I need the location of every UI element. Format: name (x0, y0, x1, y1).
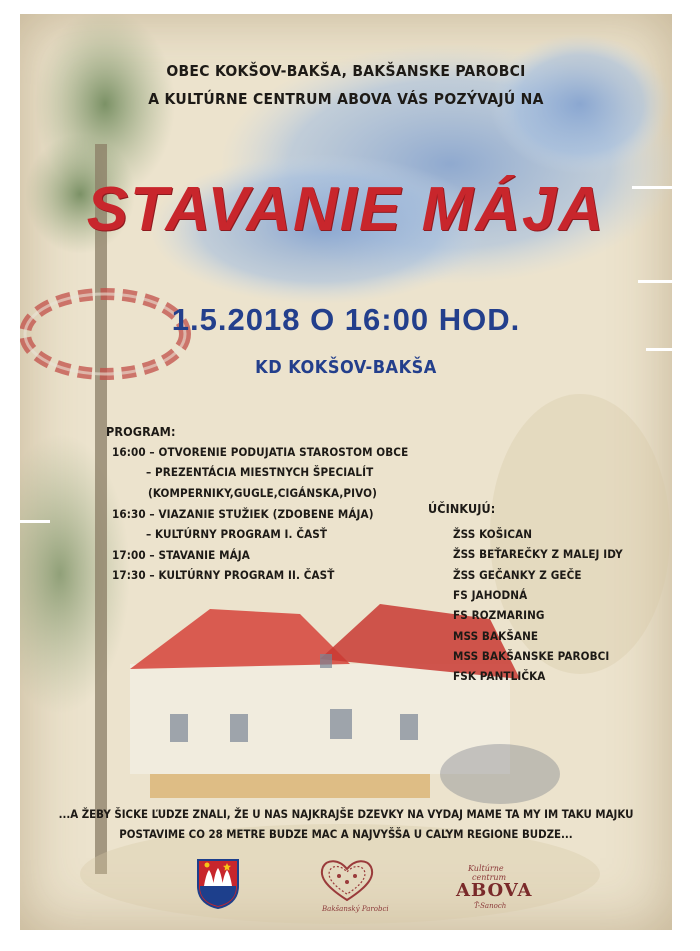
performer-item: ŽSS KOŠICAN (453, 527, 533, 541)
event-datetime: 1.5.2018 O 16:00 HOD. (171, 302, 521, 337)
heart-logo-icon (315, 856, 379, 904)
footer-line-2: POSTAVIME CO 28 METRE BUDZE MAC A NAJVYŠŠA U CAĽYM REGIONE BUDZE... (119, 827, 573, 841)
abova-logo-text: Ť-Sanoch (474, 902, 507, 910)
abova-logo (448, 864, 538, 914)
performers-heading: ÚČINKUJÚ: (428, 501, 496, 516)
performer-item: MSS BAKŠANSKE PAROBCI (453, 649, 610, 663)
paper-tear (638, 280, 672, 283)
performer-item: FS JAHODNÁ (453, 588, 528, 602)
crest-icon (194, 856, 242, 910)
program-line: 17:30 – KULTÚRNY PROGRAM II. ČASŤ (112, 568, 335, 582)
intro-line-1: OBEC KOKŠOV-BAKŠA, BAKŠANSKE PAROBCI (166, 62, 526, 80)
event-venue: KD KOKŠOV-BAKŠA (255, 357, 437, 378)
paper-tear (646, 348, 672, 351)
event-title: STAVANIE MÁJA (86, 175, 606, 244)
program-line: – PREZENTÁCIA MIESTNYCH ŠPECIALÍT (146, 465, 374, 479)
heart-logo-caption: Bakšanský Parobci (322, 905, 389, 913)
performer-item: ŽSS GEČANKY Z GEČE (453, 568, 582, 582)
abova-logo-text: centrum (472, 873, 507, 882)
poster (20, 14, 672, 930)
program-line: 17:00 – STAVANIE MÁJA (112, 548, 250, 562)
performer-item: FSK PANTLIČKA (453, 669, 546, 683)
program-heading: PROGRAM: (106, 424, 176, 439)
paper-tear (20, 520, 50, 523)
program-line: 16:30 – VIAZANIE STUŽIEK (ZDOBENE MÁJA) (112, 507, 374, 521)
program-line: (KOMPERNIKY,GUGLE,CIGÁNSKA,PIVO) (148, 486, 377, 500)
performer-item: MSS BAKŠANE (453, 629, 539, 643)
program-line: 16:00 – OTVORENIE PODUJATIA STAROSTOM OBCE (112, 445, 409, 459)
abova-logo-text: Kultúrne (468, 864, 504, 873)
intro-line-2: A KULTÚRNE CENTRUM ABOVA VÁS POZÝVAJÚ NA (148, 90, 544, 108)
abova-logo-text: ABOVA (456, 880, 533, 901)
performer-item: ŽSS BEŤAREČKY Z MALEJ IDY (453, 547, 623, 561)
program-line: – KULTÚRNY PROGRAM I. ČASŤ (146, 527, 328, 541)
performer-item: FS ROZMARING (453, 608, 545, 622)
footer-line-1: ...A ŽEBY ŠICKE ĽUDZE ZNALI, ŽE U NAS NAJKRAJŠE DZEVKY NA VYDAJ MAME TA MY IM TAKU MAJKU (58, 807, 634, 821)
